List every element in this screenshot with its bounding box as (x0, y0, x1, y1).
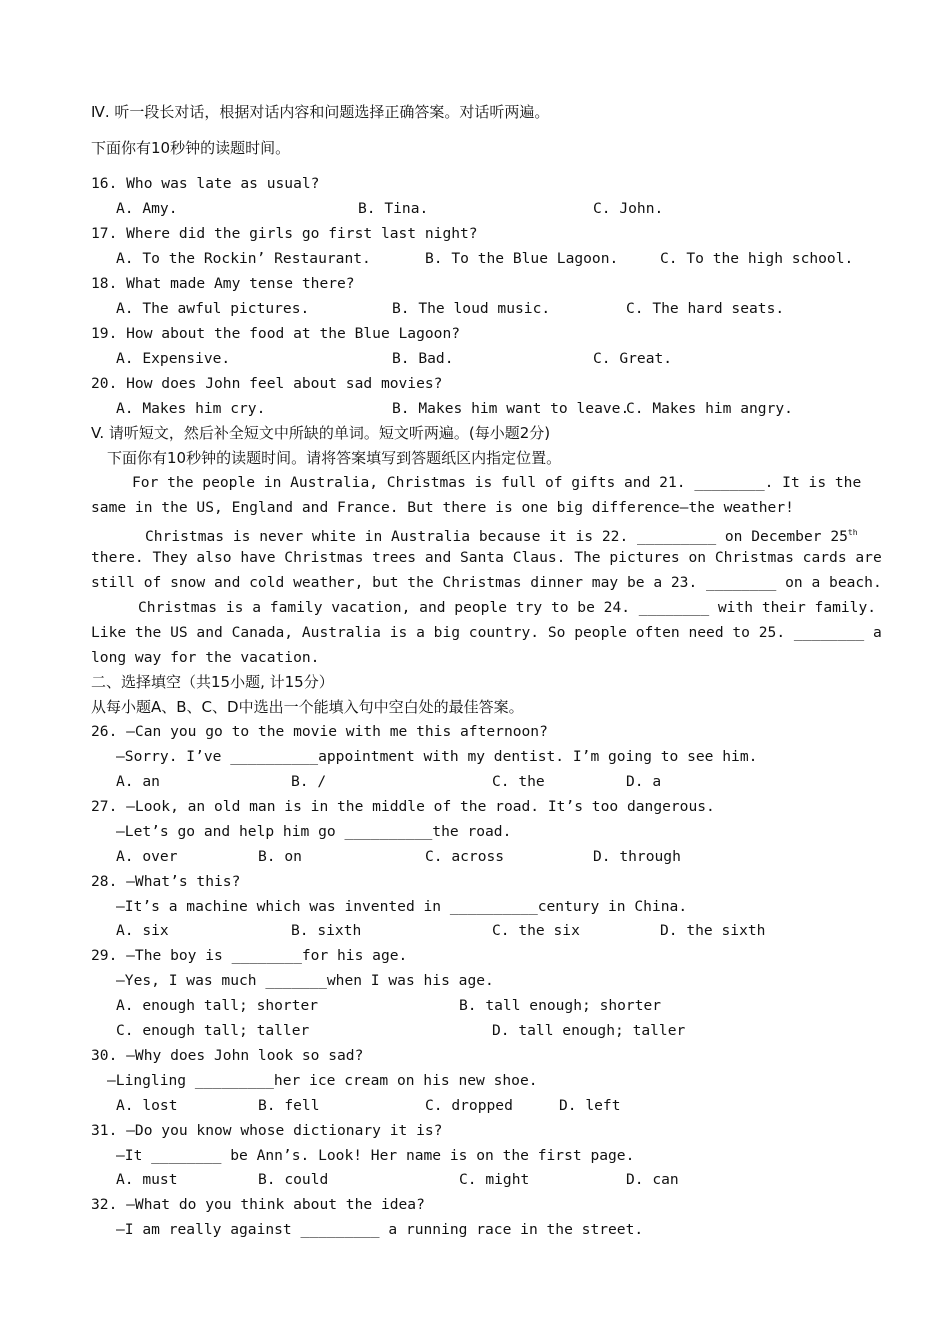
option-31-d: D. can (626, 1171, 679, 1188)
section-4-heading: Ⅳ. 听一段长对话，根据对话内容和问题选择正确答案。对话听两遍。 (91, 103, 550, 121)
question-19: 19. How about the food at the Blue Lagoon? (91, 325, 461, 342)
option-27-d: D. through (593, 848, 681, 865)
option-29-c: C. enough tall; taller (116, 1022, 310, 1039)
option-30-a: A. lost (116, 1097, 178, 1114)
option-20-c: C. Makes him angry. (626, 400, 793, 417)
option-26-d: D. a (626, 773, 662, 790)
question-26: 26. —Can you go to the movie with me this afternoon? (91, 723, 548, 740)
passage-line-3-text: Christmas is never white in Australia because it is 22. _________ on December 25 (145, 528, 848, 545)
option-16-a: A. Amy. (116, 200, 178, 217)
passage-line-1: For the people in Australia, Christmas is full of gifts and 21. ________. It is the (132, 474, 862, 491)
question-27: 27. —Look, an old man is in the middle of the road. It’s too dangerous. (91, 798, 715, 815)
option-19-b: B. Bad. (392, 350, 454, 367)
section-4-note: 下面你有10秒钟的读题时间。 (91, 139, 291, 157)
option-28-c: C. the six (492, 922, 580, 939)
question-28: 28. —What’s this? (91, 873, 241, 890)
section-5-heading: V. 请听短文，然后补全短文中所缺的单词。短文听两遍。(每小题2分) (91, 424, 551, 442)
passage-line-8: long way for the vacation. (91, 649, 320, 666)
passage-line-7: Like the US and Canada, Australia is a big country. So people often need to 25. ________ a (91, 624, 882, 641)
option-16-b: B. Tina. (358, 200, 429, 217)
passage-line-3 (145, 524, 858, 546)
question-27-reply: —Let’s go and help him go __________the road. (116, 823, 512, 840)
option-19-c: C. Great. (593, 350, 673, 367)
option-18-a: A. The awful pictures. (116, 300, 310, 317)
option-18-c: C. The hard seats. (626, 300, 785, 317)
section-5-note: 下面你有10秒钟的读题时间。请将答案填写到答题纸区内指定位置。 (107, 449, 562, 467)
ordinal-suffix: th (847, 528, 858, 537)
question-17: 17. Where did the girls go first last night? (91, 225, 478, 242)
option-26-a: A. an (116, 773, 160, 790)
question-31: 31. —Do you know whose dictionary it is? (91, 1122, 443, 1139)
option-31-b: B. could (258, 1171, 329, 1188)
option-30-c: C. dropped (425, 1097, 513, 1114)
question-26-reply: —Sorry. I’ve __________appointment with my dentist. I’m going to see him. (116, 748, 758, 765)
question-30: 30. —Why does John look so sad? (91, 1047, 364, 1064)
option-26-c: C. the (492, 773, 545, 790)
option-26-b: B. / (291, 773, 327, 790)
option-29-d: D. tall enough; taller (492, 1022, 686, 1039)
option-27-a: A. over (116, 848, 178, 865)
option-28-a: A. six (116, 922, 169, 939)
part-2-note: 从每小题A、B、C、D中选出一个能填入句中空白处的最佳答案。 (91, 698, 524, 716)
option-17-a: A. To the Rockin’ Restaurant. (116, 250, 371, 267)
question-30-reply: —Lingling _________her ice cream on his new shoe. (107, 1072, 538, 1089)
option-29-a: A. enough tall; shorter (116, 997, 319, 1014)
passage-line-6: Christmas is a family vacation, and people try to be 24. ________ with their family. (138, 599, 877, 616)
option-16-c: C. John. (593, 200, 664, 217)
option-31-a: A. must (116, 1171, 178, 1188)
question-32: 32. —What do you think about the idea? (91, 1196, 425, 1213)
passage-line-2: same in the US, England and France. But there is one big difference—the weather! (91, 499, 794, 516)
option-28-b: B. sixth (291, 922, 362, 939)
question-29: 29. —The boy is ________for his age. (91, 947, 408, 964)
option-29-b: B. tall enough; shorter (459, 997, 662, 1014)
part-2-heading: 二、选择填空（共15小题, 计15分） (91, 673, 334, 691)
option-30-b: B. fell (258, 1097, 320, 1114)
option-30-d: D. left (559, 1097, 621, 1114)
question-28-reply: —It’s a machine which was invented in __________century in China. (116, 898, 688, 915)
option-27-b: B. on (258, 848, 302, 865)
question-31-reply: —It ________ be Ann’s. Look! Her name is on the first page. (116, 1147, 635, 1164)
option-18-b: B. The loud music. (392, 300, 551, 317)
question-32-reply: —I am really against _________ a running race in the street. (116, 1221, 644, 1238)
question-29-reply: —Yes, I was much _______when I was his age. (116, 972, 494, 989)
option-20-a: A. Makes him cry. (116, 400, 266, 417)
question-20: 20. How does John feel about sad movies? (91, 375, 443, 392)
option-31-c: C. might (459, 1171, 530, 1188)
passage-line-5: still of snow and cold weather, but the Christmas dinner may be a 23. ________ on a beach. (91, 574, 882, 591)
option-19-a: A. Expensive. (116, 350, 231, 367)
option-28-d: D. the sixth (660, 922, 766, 939)
passage-line-4: there. They also have Christmas trees and Santa Claus. The pictures on Christmas cards are (91, 549, 882, 566)
option-27-c: C. across (425, 848, 505, 865)
question-16: 16. Who was late as usual? (91, 175, 320, 192)
option-20-b: B. Makes him want to leave. (392, 400, 630, 417)
option-17-b: B. To the Blue Lagoon. (425, 250, 619, 267)
option-17-c: C. To the high school. (660, 250, 854, 267)
question-18: 18. What made Amy tense there? (91, 275, 355, 292)
